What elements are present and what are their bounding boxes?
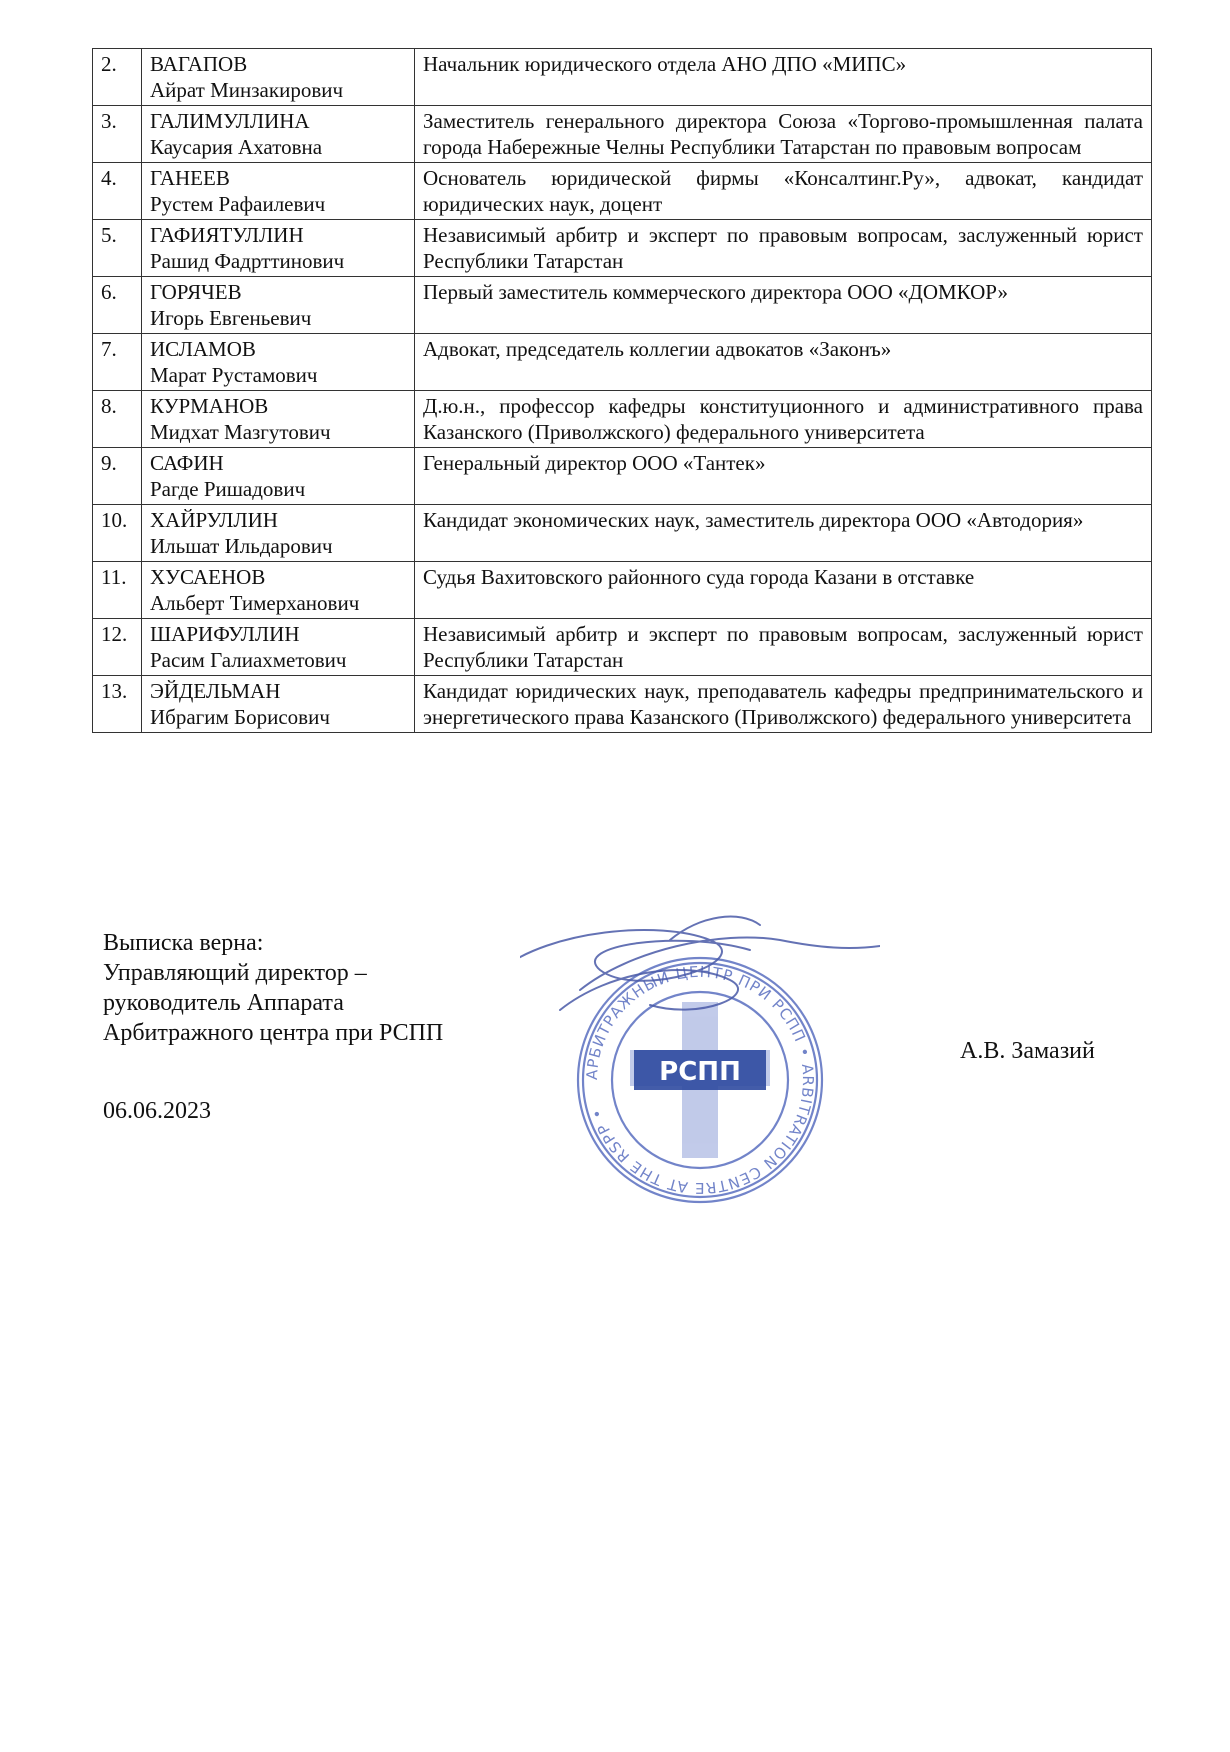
member-position: Д.ю.н., профессор кафедры конституционного и административного права Казанского (Приволжского) федерального университета — [415, 391, 1152, 448]
member-surname: ЭЙДЕЛЬМАН — [150, 679, 281, 703]
row-number: 2. — [93, 49, 142, 106]
member-surname: ШАРИФУЛЛИН — [150, 622, 300, 646]
member-position: Генеральный директор ООО «Тантек» — [415, 448, 1152, 505]
certification-block — [103, 928, 443, 1048]
member-name — [142, 448, 415, 505]
row-number: 5. — [93, 220, 142, 277]
member-surname: САФИН — [150, 451, 224, 475]
member-position: Кандидат юридических наук, преподаватель кафедры предпринимательского и энергетического права Казанского (Приволжского) федерального университета — [415, 676, 1152, 733]
member-position: Начальник юридического отдела АНО ДПО «МИПС» — [415, 49, 1152, 106]
stamp-ring-text: АРБИТРАЖНЫЙ ЦЕНТР ПРИ РСПП • ARBITRATION CENTRE AT THE RSPP • — [582, 962, 818, 1198]
arbitrators-table — [92, 48, 1152, 733]
member-surname: ГАФИЯТУЛЛИН — [150, 223, 304, 247]
row-number: 11. — [93, 562, 142, 619]
member-name — [142, 619, 415, 676]
member-surname: ИСЛАМОВ — [150, 337, 256, 361]
member-position: Независимый арбитр и эксперт по правовым вопросам, заслуженный юрист Республики Татарстан — [415, 619, 1152, 676]
document-date: 06.06.2023 — [103, 1098, 211, 1124]
member-name — [142, 163, 415, 220]
member-given-name: Рашид Фадрттинович — [150, 249, 345, 273]
table-row — [93, 49, 1152, 106]
member-surname: ГАЛИМУЛЛИНА — [150, 109, 310, 133]
member-position: Независимый арбитр и эксперт по правовым вопросам, заслуженный юрист Республики Татарстан — [415, 220, 1152, 277]
member-given-name: Ильшат Ильдарович — [150, 534, 333, 558]
member-name — [142, 676, 415, 733]
member-surname: ХУСАЕНОВ — [150, 565, 266, 589]
table-row — [93, 562, 1152, 619]
table-row — [93, 448, 1152, 505]
certification-line: Выписка верна: — [103, 930, 264, 956]
member-given-name: Мидхат Мазгутович — [150, 420, 331, 444]
row-number: 10. — [93, 505, 142, 562]
member-surname: ГАНЕЕВ — [150, 166, 230, 190]
signer-title-line: руководитель Аппарата — [103, 990, 344, 1016]
member-position: Основатель юридической фирмы «Консалтинг.Ру», адвокат, кандидат юридических наук, доцент — [415, 163, 1152, 220]
table-row — [93, 676, 1152, 733]
member-position: Заместитель генерального директора Союза «Торгово-промышленная палата города Набережные Челны Республики Татарстан по правовым вопросам — [415, 106, 1152, 163]
table-row — [93, 106, 1152, 163]
table-row — [93, 391, 1152, 448]
signer-name: А.В. Замазий — [960, 1038, 1095, 1064]
member-position: Судья Вахитовского районного суда города Казани в отставке — [415, 562, 1152, 619]
member-given-name: Альберт Тимерханович — [150, 591, 360, 615]
member-given-name: Каусария Ахатовна — [150, 135, 323, 159]
table-row — [93, 505, 1152, 562]
member-position: Первый заместитель коммерческого директора ООО «ДОМКОР» — [415, 277, 1152, 334]
member-position: Кандидат экономических наук, заместитель директора ООО «Автодория» — [415, 505, 1152, 562]
table-row — [93, 277, 1152, 334]
member-surname: КУРМАНОВ — [150, 394, 269, 418]
member-given-name: Марат Рустамович — [150, 363, 318, 387]
member-given-name: Ибрагим Борисович — [150, 705, 330, 729]
table-row — [93, 220, 1152, 277]
table-row — [93, 619, 1152, 676]
member-name — [142, 49, 415, 106]
member-name — [142, 334, 415, 391]
member-given-name: Игорь Евгеньевич — [150, 306, 312, 330]
member-name — [142, 277, 415, 334]
table-row — [93, 334, 1152, 391]
table-row — [93, 163, 1152, 220]
row-number: 3. — [93, 106, 142, 163]
member-name — [142, 391, 415, 448]
signer-title-line: Арбитражного центра при РСПП — [103, 1020, 444, 1046]
stamp-logo-text: РСПП — [659, 1057, 741, 1087]
row-number: 13. — [93, 676, 142, 733]
official-stamp — [520, 910, 880, 1210]
member-name — [142, 562, 415, 619]
member-position: Адвокат, председатель коллегии адвокатов «Законъ» — [415, 334, 1152, 391]
member-surname: ГОРЯЧЕВ — [150, 280, 242, 304]
row-number: 8. — [93, 391, 142, 448]
signer-title-line: Управляющий директор – — [103, 960, 367, 986]
member-name — [142, 220, 415, 277]
member-name — [142, 505, 415, 562]
member-surname: ХАЙРУЛЛИН — [150, 508, 278, 532]
member-given-name: Рагде Ришадович — [150, 477, 306, 501]
row-number: 6. — [93, 277, 142, 334]
member-surname: ВАГАПОВ — [150, 52, 248, 76]
member-given-name: Рустем Рафаилевич — [150, 192, 326, 216]
row-number: 12. — [93, 619, 142, 676]
row-number: 4. — [93, 163, 142, 220]
member-given-name: Айрат Минзакирович — [150, 78, 344, 102]
row-number: 7. — [93, 334, 142, 391]
row-number: 9. — [93, 448, 142, 505]
member-given-name: Расим Галиахметович — [150, 648, 347, 672]
member-name — [142, 106, 415, 163]
